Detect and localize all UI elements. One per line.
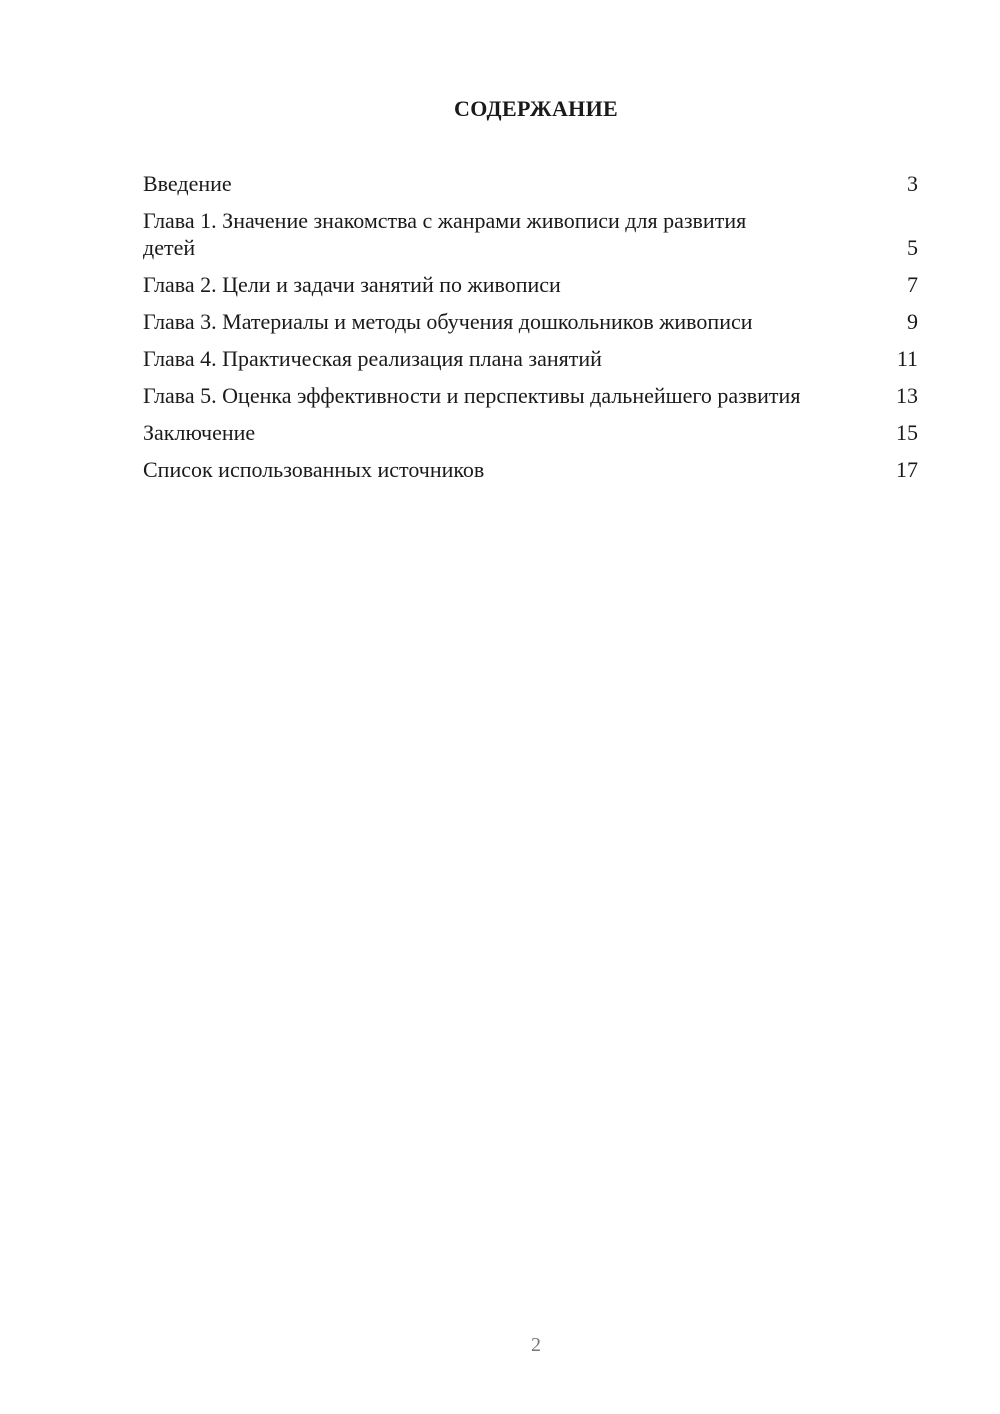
- toc-entry-page-number: 13: [896, 383, 918, 408]
- table-of-contents: [143, 170, 918, 493]
- toc-entry: [143, 271, 918, 298]
- toc-entry-page-number: 11: [896, 346, 918, 371]
- page-title: СОДЕРЖАНИЕ: [454, 96, 618, 121]
- toc-entry-title: Глава 3. Материалы и методы обучения дошкольников живописи: [143, 309, 753, 334]
- toc-entry: [143, 308, 918, 335]
- toc-entry: [143, 170, 918, 197]
- toc-entry-page-number: 15: [896, 420, 918, 445]
- toc-entry: [143, 207, 918, 261]
- toc-entry-title: Глава 1. Значение знакомства с жанрами живописи для развития детей: [143, 208, 747, 260]
- toc-entry-page-number: 9: [907, 309, 918, 334]
- toc-entry-title: Список использованных источников: [143, 457, 485, 482]
- toc-entry: [143, 345, 918, 372]
- toc-entry-title: Заключение: [143, 420, 256, 445]
- toc-entry-page-number: 7: [907, 272, 918, 297]
- toc-entry: [143, 419, 918, 446]
- toc-entry-title: Введение: [143, 171, 232, 196]
- toc-entry: [143, 382, 918, 409]
- page-number: 2: [531, 1334, 541, 1356]
- toc-entry: [143, 456, 918, 483]
- toc-entry-title: Глава 2. Цели и задачи занятий по живописи: [143, 272, 561, 297]
- toc-entry-title: Глава 5. Оценка эффективности и перспективы дальнейшего развития: [143, 383, 801, 408]
- toc-entry-title: Глава 4. Практическая реализация плана занятий: [143, 346, 602, 371]
- toc-entry-page-number: 17: [896, 457, 918, 482]
- toc-entry-page-number: 5: [907, 235, 918, 260]
- toc-entry-page-number: 3: [907, 171, 918, 196]
